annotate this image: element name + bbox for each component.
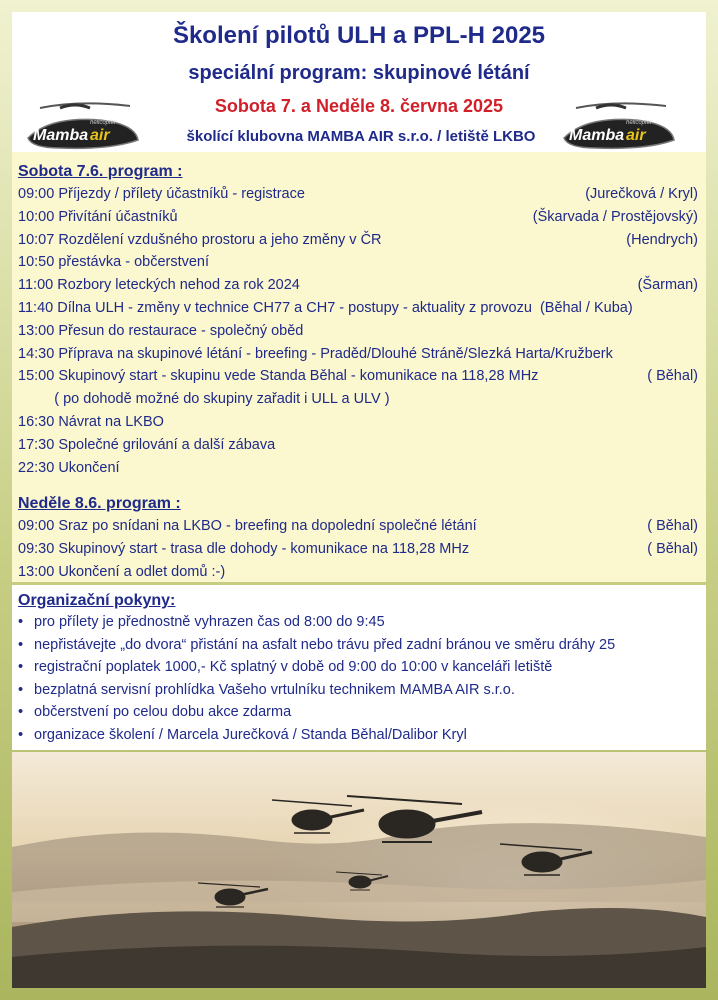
organization-item-text: nepřistávejte „do dvora“ přistání na asfalt nebo trávu před zadní bránou ve směru dráhy 25: [34, 636, 616, 653]
sunday-item-speaker: ( Běhal): [647, 540, 698, 557]
saturday-heading: Sobota 7.6. program :: [18, 163, 183, 180]
organization-item-text: bezplatná servisní prohlídka Vašeho vrtulníku technikem MAMBA AIR s.r.o.: [34, 681, 515, 698]
saturday-item-text: 16:30 Návrat na LKBO: [18, 414, 164, 430]
svg-text:air: air: [90, 127, 110, 144]
sunday-item-text: 09:30 Skupinový start - trasa dle dohody - komunikace na 118,28 MHz: [18, 540, 470, 557]
mamba-air-logo: [556, 98, 681, 153]
saturday-item-speaker: (Škarvada / Prostějovský): [532, 208, 698, 225]
saturday-item-speaker: (Hendrych): [626, 231, 698, 248]
sunday-heading: Neděle 8.6. program :: [18, 495, 181, 512]
saturday-item-text: 14:30 Příprava na skupinové létání - breefing - Praděd/Dlouhé Stráně/Slezká Harta/Kružberk: [18, 345, 613, 362]
organization-item: [18, 614, 385, 630]
organization-item-text: registrační poplatek 1000,- Kč splatný v době od 9:00 do 10:00 v kanceláři letiště: [34, 659, 553, 676]
saturday-item-speaker: (Šarman): [637, 277, 698, 294]
bullet-icon: •: [18, 681, 24, 698]
event-venue: školící klubovna MAMBA AIR s.r.o. / letiště LKBO: [186, 128, 536, 145]
saturday-item-text: 10:07 Rozdělení vzdušného prostoru a jeho změny v ČR: [18, 231, 382, 248]
helicopters-photo: [12, 752, 706, 988]
organization-item: [18, 704, 291, 720]
sunday-item-speaker: ( Běhal): [647, 518, 698, 534]
event-dates: Sobota 7. a Neděle 8. června 2025: [214, 96, 504, 116]
bullet-icon: •: [18, 704, 24, 721]
bullet-icon: •: [18, 727, 24, 743]
saturday-item-speaker: ( Běhal): [647, 368, 698, 385]
saturday-item-text: ( po dohodě možné do skupiny zařadit i ULL a ULV ): [18, 391, 390, 408]
page-subtitle: speciální program: skupinové létání: [188, 62, 530, 84]
organization-item-text: občerstvení po celou dobu akce zdarma: [34, 704, 292, 721]
organization-item-text: pro přílety je přednostně vyhrazen čas od 8:00 do 9:45: [34, 614, 385, 630]
saturday-item-speaker: (Jurečková / Kryl): [585, 186, 698, 202]
organization-item: [18, 637, 615, 653]
mamba-air-logo: [20, 98, 145, 153]
saturday-item-text: 15:00 Skupinový start - skupinu vede Standa Běhal - komunikace na 118,28 MHz: [18, 368, 539, 385]
saturday-item-text: 13:00 Přesun do restaurace - společný oběd: [18, 322, 304, 339]
page-title: Školení pilotů ULH a PPL-H 2025: [172, 22, 546, 49]
logo-text: Mamba: [33, 127, 89, 144]
saturday-item-text: 22:30 Ukončení: [18, 459, 120, 476]
organization-heading: Organizační pokyny:: [18, 592, 176, 609]
svg-text:helicopter: helicopter: [626, 120, 653, 126]
organization-item: [18, 659, 552, 675]
saturday-item-text: 09:00 Příjezdy / přílety účastníků - registrace: [18, 186, 305, 202]
sunday-item-text: 13:00 Ukončení a odlet domů :-): [18, 563, 226, 580]
saturday-item-text: 10:00 Přivítání účastníků: [18, 208, 178, 225]
svg-text:helicopter: helicopter: [90, 120, 117, 126]
saturday-item-text: 17:30 Společné grilování a další zábava: [18, 436, 276, 453]
organization-item: [18, 682, 515, 698]
saturday-item-text: 11:00 Rozbory leteckých nehod za rok 2024: [18, 277, 300, 294]
bullet-icon: •: [18, 659, 24, 676]
organization-item-text: organizace školení / Marcela Jurečková / Standa Běhal/Dalibor Kryl: [34, 727, 467, 743]
svg-text:Mamba: Mamba: [569, 127, 625, 144]
saturday-item-text: 11:40 Dílna ULH - změny v technice CH77 a CH7 - postupy - aktuality z provozu (Běhal / Kuba): [18, 300, 633, 316]
saturday-item-text: 10:50 přestávka - občerstvení: [18, 254, 210, 271]
bullet-icon: •: [18, 636, 24, 653]
organization-item: [18, 727, 467, 743]
bullet-icon: •: [18, 614, 24, 630]
sunday-item-text: 09:00 Sraz po snídani na LKBO - breefing na dopolední společné létání: [18, 518, 477, 534]
svg-text:air: air: [626, 127, 646, 144]
